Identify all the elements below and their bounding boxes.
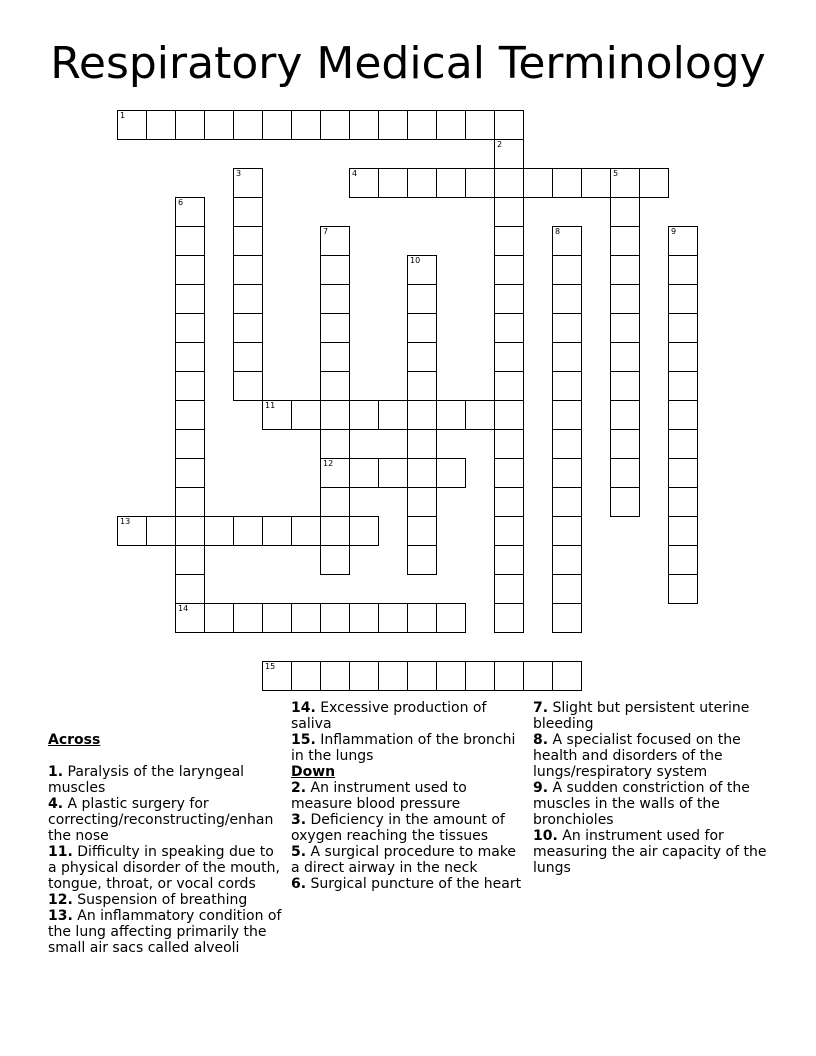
clue-item-number: 1. xyxy=(48,764,64,780)
grid-cell[interactable] xyxy=(175,400,205,430)
grid-cell[interactable] xyxy=(233,603,263,633)
grid-cell[interactable] xyxy=(436,168,466,198)
clue-item-number: 14. xyxy=(291,700,316,716)
grid-cell[interactable] xyxy=(320,284,350,314)
grid-cell[interactable] xyxy=(233,371,263,401)
grid-cell[interactable] xyxy=(552,400,582,430)
grid-cell[interactable] xyxy=(668,400,698,430)
clue-item xyxy=(291,780,527,812)
grid-cell[interactable] xyxy=(378,603,408,633)
grid-cell[interactable] xyxy=(175,545,205,575)
clue-item xyxy=(48,764,284,796)
grid-cell[interactable] xyxy=(117,110,147,140)
grid-cell[interactable] xyxy=(349,458,379,488)
clue-item-number: 8. xyxy=(533,732,549,748)
grid-cell[interactable] xyxy=(494,400,524,430)
grid-cell[interactable] xyxy=(552,313,582,343)
grid-cell[interactable] xyxy=(552,255,582,285)
clues-column-1 xyxy=(48,700,284,956)
down-heading: Down xyxy=(291,764,336,780)
clue-number: 4 xyxy=(352,169,358,178)
clue-item-text: Inflammation of the bronchi in the lungs xyxy=(291,732,520,764)
grid-cell[interactable] xyxy=(436,400,466,430)
grid-cell[interactable] xyxy=(349,400,379,430)
grid-cell[interactable] xyxy=(407,110,437,140)
clue-item-text: A surgical procedure to make a direct airway in the neck xyxy=(291,844,521,876)
grid-cell[interactable] xyxy=(610,313,640,343)
clue-item-text: An instrument used for measuring the air capacity of the lungs xyxy=(533,828,771,876)
grid-cell[interactable] xyxy=(175,197,205,227)
grid-cell[interactable] xyxy=(262,110,292,140)
grid-cell[interactable] xyxy=(407,371,437,401)
grid-cell[interactable] xyxy=(262,603,292,633)
grid-cell[interactable] xyxy=(291,400,321,430)
clue-item-text: Paralysis of the laryngeal muscles xyxy=(48,764,249,796)
grid-cell[interactable] xyxy=(175,226,205,256)
grid-cell[interactable] xyxy=(494,197,524,227)
grid-cell[interactable] xyxy=(378,400,408,430)
clue-item xyxy=(291,812,527,844)
clue-number: 10 xyxy=(410,256,421,265)
clue-number: 13 xyxy=(120,517,131,526)
grid-cell[interactable] xyxy=(175,487,205,517)
grid-cell[interactable] xyxy=(262,400,292,430)
clue-item-text: A plastic surgery for correcting/reconstructing/enhan the nose xyxy=(48,796,278,844)
grid-cell[interactable] xyxy=(204,110,234,140)
grid-cell[interactable] xyxy=(494,661,524,691)
grid-cell[interactable] xyxy=(552,574,582,604)
grid-cell[interactable] xyxy=(465,110,495,140)
grid-cell[interactable] xyxy=(668,574,698,604)
grid-cell[interactable] xyxy=(349,603,379,633)
grid-cell[interactable] xyxy=(494,226,524,256)
clues-column-3 xyxy=(533,700,769,876)
clue-number: 2 xyxy=(497,140,503,149)
clue-item-text: An inflammatory condition of the lung affecting primarily the small air sacs called alveoli xyxy=(48,908,286,956)
grid-cell[interactable] xyxy=(494,429,524,459)
grid-cell[interactable] xyxy=(233,226,263,256)
grid-cell[interactable] xyxy=(204,603,234,633)
grid-cell[interactable] xyxy=(494,110,524,140)
grid-cell[interactable] xyxy=(320,110,350,140)
clue-item-number: 2. xyxy=(291,780,307,796)
clue-item-text: A sudden constriction of the muscles in the walls of the bronchioles xyxy=(533,780,755,828)
grid-cell[interactable] xyxy=(175,255,205,285)
clue-item xyxy=(48,892,284,908)
clue-number: 7 xyxy=(323,227,329,236)
grid-cell[interactable] xyxy=(233,313,263,343)
clue-item xyxy=(48,844,284,892)
clue-item-number: 3. xyxy=(291,812,307,828)
grid-cell[interactable] xyxy=(494,545,524,575)
grid-cell[interactable] xyxy=(436,661,466,691)
grid-cell[interactable] xyxy=(175,342,205,372)
grid-cell[interactable] xyxy=(146,516,176,546)
clue-number: 14 xyxy=(178,604,189,613)
grid-cell[interactable] xyxy=(407,342,437,372)
grid-cell[interactable] xyxy=(610,255,640,285)
clue-number: 15 xyxy=(265,662,276,671)
grid-cell[interactable] xyxy=(610,342,640,372)
clue-item xyxy=(291,876,527,892)
grid-cell[interactable] xyxy=(320,255,350,285)
grid-cell[interactable] xyxy=(436,110,466,140)
clue-item xyxy=(291,700,527,732)
grid-cell[interactable] xyxy=(610,400,640,430)
page-title: Respiratory Medical Terminology xyxy=(50,38,766,89)
grid-cell[interactable] xyxy=(175,574,205,604)
grid-cell[interactable] xyxy=(378,110,408,140)
grid-cell[interactable] xyxy=(407,313,437,343)
clue-item-text: An instrument used to measure blood pressure xyxy=(291,780,472,812)
grid-cell[interactable] xyxy=(320,603,350,633)
clue-item-number: 15. xyxy=(291,732,316,748)
grid-cell[interactable] xyxy=(668,429,698,459)
grid-cell[interactable] xyxy=(233,516,263,546)
grid-cell[interactable] xyxy=(320,400,350,430)
clue-item-number: 11. xyxy=(48,844,73,860)
grid-cell[interactable] xyxy=(610,168,640,198)
grid-cell[interactable] xyxy=(552,168,582,198)
grid-cell[interactable] xyxy=(552,458,582,488)
clue-item-text: A specialist focused on the health and disorders of the lungs/respiratory system xyxy=(533,732,746,780)
grid-cell[interactable] xyxy=(233,110,263,140)
clue-item xyxy=(533,780,769,828)
clue-number: 1 xyxy=(120,111,126,120)
grid-cell[interactable] xyxy=(407,458,437,488)
clue-item xyxy=(291,732,527,764)
grid-cell[interactable] xyxy=(320,545,350,575)
grid-cell[interactable] xyxy=(204,516,234,546)
grid-cell[interactable] xyxy=(407,661,437,691)
grid-cell[interactable] xyxy=(465,400,495,430)
clue-item-text: Slight but persistent uterine bleeding xyxy=(533,700,754,732)
across-heading: Across xyxy=(48,732,101,748)
grid-cell[interactable] xyxy=(610,458,640,488)
grid-cell[interactable] xyxy=(320,516,350,546)
clue-number: 11 xyxy=(265,401,276,410)
clue-item xyxy=(533,700,769,732)
grid-cell[interactable] xyxy=(175,516,205,546)
clue-item-text: Excessive production of saliva xyxy=(291,700,491,732)
grid-cell[interactable] xyxy=(668,342,698,372)
grid-cell[interactable] xyxy=(291,110,321,140)
grid-cell[interactable] xyxy=(175,284,205,314)
grid-cell[interactable] xyxy=(552,487,582,517)
grid-cell[interactable] xyxy=(552,226,582,256)
grid-cell[interactable] xyxy=(320,429,350,459)
grid-cell[interactable] xyxy=(233,284,263,314)
grid-cell[interactable] xyxy=(320,371,350,401)
grid-cell[interactable] xyxy=(407,400,437,430)
grid-cell[interactable] xyxy=(349,661,379,691)
grid-cell[interactable] xyxy=(233,168,263,198)
grid-cell[interactable] xyxy=(291,661,321,691)
grid-cell[interactable] xyxy=(320,313,350,343)
grid-cell[interactable] xyxy=(523,661,553,691)
grid-cell[interactable] xyxy=(668,371,698,401)
clue-item-number: 6. xyxy=(291,876,307,892)
grid-cell[interactable] xyxy=(175,458,205,488)
grid-cell[interactable] xyxy=(668,516,698,546)
grid-cell[interactable] xyxy=(465,168,495,198)
grid-cell[interactable] xyxy=(378,168,408,198)
grid-cell[interactable] xyxy=(407,603,437,633)
grid-cell[interactable] xyxy=(407,284,437,314)
grid-cell[interactable] xyxy=(407,429,437,459)
grid-cell[interactable] xyxy=(552,545,582,575)
grid-cell[interactable] xyxy=(668,226,698,256)
grid-cell[interactable] xyxy=(494,168,524,198)
grid-cell[interactable] xyxy=(320,226,350,256)
grid-cell[interactable] xyxy=(668,458,698,488)
clue-number: 3 xyxy=(236,169,242,178)
grid-cell[interactable] xyxy=(436,458,466,488)
clue-item-text: Surgical puncture of the heart xyxy=(310,876,522,892)
grid-cell[interactable] xyxy=(320,487,350,517)
grid-cell[interactable] xyxy=(610,284,640,314)
grid-cell[interactable] xyxy=(494,139,524,169)
grid-cell[interactable] xyxy=(552,661,582,691)
clue-number: 9 xyxy=(671,227,677,236)
grid-cell[interactable] xyxy=(175,371,205,401)
grid-cell[interactable] xyxy=(291,516,321,546)
grid-cell[interactable] xyxy=(552,603,582,633)
grid-cell[interactable] xyxy=(175,110,205,140)
grid-cell[interactable] xyxy=(349,110,379,140)
grid-cell[interactable] xyxy=(668,313,698,343)
grid-cell[interactable] xyxy=(407,255,437,285)
grid-cell[interactable] xyxy=(349,516,379,546)
grid-cell[interactable] xyxy=(610,429,640,459)
grid-cell[interactable] xyxy=(552,429,582,459)
grid-cell[interactable] xyxy=(349,168,379,198)
grid-cell[interactable] xyxy=(581,168,611,198)
grid-cell[interactable] xyxy=(233,342,263,372)
grid-cell[interactable] xyxy=(175,313,205,343)
grid-cell[interactable] xyxy=(465,661,495,691)
grid-cell[interactable] xyxy=(552,284,582,314)
grid-cell[interactable] xyxy=(146,110,176,140)
grid-cell[interactable] xyxy=(639,168,669,198)
grid-cell[interactable] xyxy=(552,342,582,372)
clue-number: 5 xyxy=(613,169,619,178)
clue-item xyxy=(48,796,284,844)
grid-cell[interactable] xyxy=(523,168,553,198)
grid-cell[interactable] xyxy=(291,603,321,633)
grid-cell[interactable] xyxy=(494,284,524,314)
grid-cell[interactable] xyxy=(494,371,524,401)
grid-cell[interactable] xyxy=(407,545,437,575)
clue-item-text: Suspension of breathing xyxy=(77,892,248,908)
grid-cell[interactable] xyxy=(552,516,582,546)
clue-number: 6 xyxy=(178,198,184,207)
grid-cell[interactable] xyxy=(494,313,524,343)
grid-cell[interactable] xyxy=(262,661,292,691)
clue-item-number: 4. xyxy=(48,796,64,812)
grid-cell[interactable] xyxy=(610,197,640,227)
grid-cell[interactable] xyxy=(378,661,408,691)
grid-cell[interactable] xyxy=(668,284,698,314)
grid-cell[interactable] xyxy=(494,574,524,604)
grid-cell[interactable] xyxy=(175,429,205,459)
clue-item-text: Difficulty in speaking due to a physical disorder of the mouth, tongue, throat, or vocal cords xyxy=(48,844,285,892)
grid-cell[interactable] xyxy=(407,168,437,198)
grid-cell[interactable] xyxy=(552,371,582,401)
grid-cell[interactable] xyxy=(407,487,437,517)
grid-cell[interactable] xyxy=(320,342,350,372)
grid-cell[interactable] xyxy=(407,516,437,546)
grid-cell[interactable] xyxy=(494,516,524,546)
grid-cell[interactable] xyxy=(668,255,698,285)
clue-item-number: 13. xyxy=(48,908,73,924)
clue-item-number: 10. xyxy=(533,828,558,844)
grid-cell[interactable] xyxy=(320,458,350,488)
clue-number: 8 xyxy=(555,227,561,236)
grid-cell[interactable] xyxy=(668,487,698,517)
grid-cell[interactable] xyxy=(494,458,524,488)
grid-cell[interactable] xyxy=(668,545,698,575)
clue-item xyxy=(533,732,769,780)
grid-cell[interactable] xyxy=(610,371,640,401)
clues-column-2 xyxy=(291,700,527,892)
clue-item xyxy=(291,844,527,876)
grid-cell[interactable] xyxy=(610,487,640,517)
grid-cell[interactable] xyxy=(494,255,524,285)
clue-item-number: 7. xyxy=(533,700,549,716)
grid-cell[interactable] xyxy=(378,458,408,488)
clue-item-number: 9. xyxy=(533,780,549,796)
clue-item xyxy=(533,828,769,876)
grid-cell[interactable] xyxy=(262,516,292,546)
grid-cell[interactable] xyxy=(494,342,524,372)
grid-cell[interactable] xyxy=(233,197,263,227)
clue-item-text: Deficiency in the amount of oxygen reaching the tissues xyxy=(291,812,510,844)
clue-number: 12 xyxy=(323,459,334,468)
grid-cell[interactable] xyxy=(117,516,147,546)
clue-item-number: 12. xyxy=(48,892,73,908)
grid-cell[interactable] xyxy=(436,603,466,633)
clue-item xyxy=(48,908,284,956)
grid-cell[interactable] xyxy=(610,226,640,256)
grid-cell[interactable] xyxy=(233,255,263,285)
grid-cell[interactable] xyxy=(175,603,205,633)
grid-cell[interactable] xyxy=(320,661,350,691)
grid-cell[interactable] xyxy=(494,487,524,517)
clue-item-number: 5. xyxy=(291,844,307,860)
grid-cell[interactable] xyxy=(494,603,524,633)
